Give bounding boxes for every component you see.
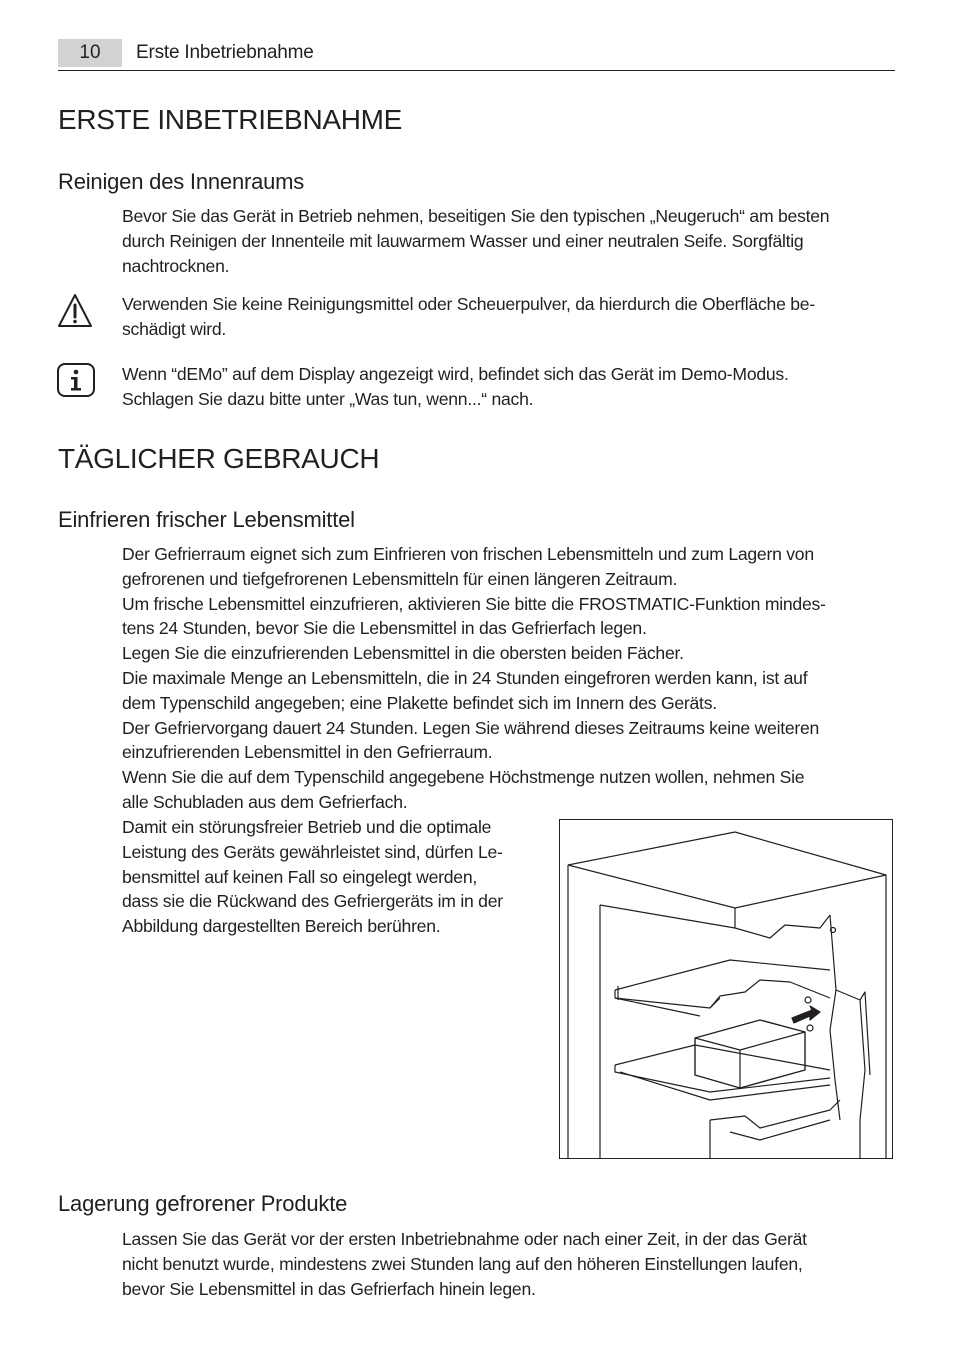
text-line: dem Typenschild angegeben; eine Plakette befindet sich im Innern des Geräts. [122, 692, 717, 713]
subsection-title-lagerung: Lagerung gefrorener Produkte [58, 1191, 348, 1216]
running-title: Erste Inbetriebnahme [136, 42, 314, 63]
text-line: Damit ein störungsfreier Betrieb und die optimale [122, 817, 492, 837]
header-rule [58, 70, 895, 71]
text-line: bevor Sie Lebensmittel in das Gefrierfach hinein legen. [122, 1278, 536, 1299]
text-line: Wenn “dEMo” auf dem Display angezeigt wird, befindet sich das Gerät im Demo-Modus. [122, 364, 789, 384]
text-line: nicht benutzt wurde, mindestens zwei Stunden lang auf den höheren Einstellungen laufen, [122, 1253, 803, 1274]
text-line: alle Schubladen aus dem Gefrierfach. [122, 791, 408, 812]
text-line: Bevor Sie das Gerät in Betrieb nehmen, beseitigen Sie den typischen „Neugeruch“ am besten [122, 206, 830, 226]
subsection-title-einfrieren: Einfrieren frischer Lebensmittel [58, 507, 355, 532]
freezer-illustration [559, 819, 893, 1159]
text-line: tens 24 Stunden, bevor Sie die Lebensmittel in das Gefrierfach legen. [122, 618, 647, 639]
freezing-paragraph [122, 542, 896, 815]
text-line: Leistung des Geräts gewährleistet sind, dürfen Le- [122, 841, 503, 862]
text-line: schädigt wird. [122, 318, 227, 339]
section-title-erste-inbetriebnahme: ERSTE INBETRIEBNAHME [58, 104, 403, 135]
text-line: Legen Sie die einzufrierenden Lebensmittel in die obersten beiden Fächer. [122, 643, 684, 664]
info-icon [56, 362, 96, 398]
text-line: durch Reinigen der Innenteile mit lauwarmem Wasser und einer neutralen Seife. Sorgfältig [122, 230, 804, 251]
storage-paragraph [122, 1227, 896, 1301]
text-line: Abbildung dargestellten Bereich berühren. [122, 916, 441, 937]
text-line: Lassen Sie das Gerät vor der ersten Inbetriebnahme oder nach einer Zeit, in der das Gerät [122, 1229, 807, 1249]
text-line: Um frische Lebensmittel einzufrieren, aktivieren Sie bitte die FROSTMATIC-Funktion mindes- [122, 593, 826, 614]
warning-note [122, 292, 896, 342]
text-line: Der Gefrierraum eignet sich zum Einfrieren von frischen Lebensmitteln und zum Lagern von [122, 544, 814, 564]
section-title-taeglicher-gebrauch: TÄGLICHER GEBRAUCH [58, 443, 380, 474]
text-line: einzufrierenden Lebensmittel in den Gefrierraum. [122, 742, 493, 763]
text-line: Die maximale Menge an Lebensmitteln, die in 24 Stunden eingefroren werden kann, ist auf [122, 667, 808, 688]
text-line: nachtrocknen. [122, 255, 230, 276]
text-line: Schlagen Sie dazu bitte unter „Was tun, wenn...“ nach. [122, 388, 534, 409]
page-number: 10 [58, 39, 122, 67]
text-line: dass sie die Rückwand des Gefriergeräts im in der [122, 891, 503, 912]
text-line: bensmittel auf keinen Fall so eingelegt werden, [122, 866, 478, 887]
text-line: Wenn Sie die auf dem Typenschild angegebene Höchstmenge nutzen wollen, nehmen Sie [122, 767, 805, 788]
warning-triangle-icon [56, 292, 94, 330]
text-line: gefrorenen und tiefgefrorenen Lebensmitteln für einen längeren Zeitraum. [122, 568, 678, 589]
freezing-side-paragraph [122, 815, 552, 939]
cleaning-paragraph [122, 204, 896, 278]
text-line: Verwenden Sie keine Reinigungsmittel oder Scheuerpulver, da hierdurch die Oberfläche be- [122, 294, 815, 314]
info-note [122, 362, 896, 412]
text-line: Der Gefriervorgang dauert 24 Stunden. Legen Sie während dieses Zeitraums keine weiteren [122, 717, 820, 738]
subsection-title-reinigen: Reinigen des Innenraums [58, 169, 305, 194]
